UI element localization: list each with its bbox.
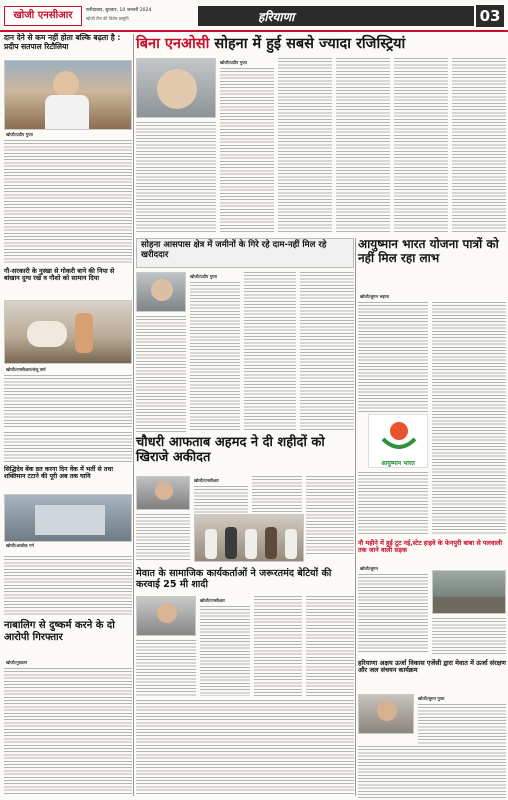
- story-body-3: [432, 414, 506, 534]
- story-byline: खोजी/सुमन: [360, 566, 378, 571]
- story-sohna-registry: [136, 36, 506, 236]
- story-body-4: [358, 472, 428, 534]
- story-body-2: [136, 316, 186, 432]
- story-chaudhary: [136, 436, 354, 566]
- logo-caption: आयुष्मान भारत: [381, 460, 415, 467]
- story-body-3: [306, 596, 354, 696]
- story-headline: चौधरी आफताब अहमद ने दी शहीदों को खिराजे अकीदत: [136, 435, 325, 465]
- story-body-3: [244, 272, 296, 432]
- story-body-2: [358, 746, 506, 798]
- section-title: हरियाणा: [258, 10, 295, 24]
- story-photo: [432, 570, 506, 614]
- story-byline: खोजी/गुरुग्राम: [6, 660, 28, 665]
- story-body: [4, 140, 132, 264]
- story-body-1: [358, 574, 428, 654]
- story-body-2: [278, 58, 332, 234]
- story-body-1: [220, 68, 274, 234]
- story-body-2: [432, 618, 506, 654]
- story-byline: खोजी/एनसीआर/संजू वर्मा: [6, 367, 46, 372]
- story-photo: [136, 476, 190, 510]
- story-body-1: [358, 302, 428, 412]
- story-photo: [4, 494, 132, 542]
- story-headline: मेवात के सामाजिक कार्यकर्ताओं ने जरूरतमंद बेटियों की करवाई 25 मी शादी: [136, 568, 332, 591]
- story-body: [4, 668, 132, 796]
- story-cattle: [4, 268, 132, 428]
- page-number: [476, 5, 504, 27]
- tagline-text: खोजी टीम की विशेष प्रस्तुति: [86, 16, 129, 21]
- story-photo: [358, 694, 414, 734]
- story-body-6: [136, 122, 216, 234]
- story-body-3: [336, 58, 390, 234]
- story-body-top: [4, 432, 132, 464]
- story-headline: आयुष्मान भारत योजना पात्रों को नहीं मिल रहा लाभ: [358, 237, 499, 265]
- story-body-1: [190, 282, 240, 432]
- story-photo: [4, 60, 132, 130]
- story-byline: खोजी/सुमन गुप्ता: [418, 696, 445, 701]
- land-headline-box: [136, 238, 354, 268]
- story-byline: खोजी/आलोक गर्ग: [6, 543, 34, 548]
- story-body-3: [306, 476, 354, 556]
- dateline-text: फरीदाबाद, बुधवार, 10 जनवरी 2024: [86, 8, 152, 13]
- story-mewat: [136, 568, 354, 698]
- story-ayushman: [358, 238, 506, 538]
- column-rule-right: [355, 238, 356, 796]
- column-rule-left: [133, 34, 134, 796]
- masthead: [0, 0, 508, 32]
- section-banner: [198, 6, 474, 26]
- story-land-rates: [136, 238, 354, 438]
- story-byline: खोजी/प्रदीप गुप्ता: [190, 274, 217, 279]
- story-headline: हरियाणा अक्षय ऊर्जा विकास एजेंसी द्वारा मेवात में ऊर्जा संरक्षण और जल संचयन कार्यक्रम: [358, 659, 506, 675]
- ayushman-logo: [368, 414, 428, 468]
- page-number-text: 03: [479, 7, 501, 25]
- story-byline: खोजी/प्रदीप गुप्ता: [6, 132, 33, 137]
- story-byline: खोजी/एनसीआर: [200, 598, 225, 603]
- story-minor: [4, 620, 132, 796]
- story-body-1: [418, 704, 506, 744]
- masthead-logo: [4, 6, 82, 26]
- story-headline: सोहना आसपास क्षेत्र में जमीनों के गिरे रहे दाम-नहीं मिल रहे खरीददार: [141, 240, 327, 260]
- story-headline: दान देने से कम नहीं होता बल्कि बढ़ता है : प्रदीप सतपाल रिटौलिया: [4, 33, 121, 51]
- story-body-2: [254, 596, 302, 696]
- story-body-4: [300, 272, 354, 432]
- story-byline: खोजी/एनसीआर: [194, 478, 219, 483]
- story-headline: [136, 36, 506, 53]
- story-photo: [136, 272, 186, 312]
- story-bus: [358, 540, 506, 656]
- story-mewat-continued: [136, 700, 354, 796]
- story-byline: खोजी/प्रदीप गुप्ता: [220, 60, 247, 65]
- story-body-5: [452, 58, 506, 234]
- story-body: [4, 375, 132, 428]
- story-headline: नाबालिग से दुष्कर्म करने के दो आरोपी गिरफ्तार: [4, 620, 115, 643]
- story-body-4: [394, 58, 448, 234]
- story-siddhi: [4, 432, 132, 550]
- story-photo: [136, 596, 196, 636]
- story-headline: नौ महीने में हुई टूट नई,स्टेट हाइवे के फेनपुरी बाबा से पलवाली तक जाने वाली सड़क: [358, 539, 503, 555]
- story-body-4: [136, 640, 196, 696]
- story-body-2: [432, 302, 506, 412]
- story-siddhi-body: [4, 556, 132, 616]
- story-body-4: [136, 514, 190, 562]
- hands-icon: [369, 415, 429, 455]
- story-headline: गौ-सरकारी के नुस्खा से गोकरी बाने की निपा से बांखान दुग्ध रखे व गौशो को सामान दिया: [4, 267, 115, 283]
- story-donation: [4, 34, 132, 264]
- story-haryana-energy: [358, 660, 506, 798]
- logo-text: खोजी एनसीआर: [13, 10, 73, 21]
- story-photo: [136, 58, 216, 118]
- story-photo: [4, 300, 132, 364]
- story-byline: खोजी/सुमन भड़ाना: [360, 294, 390, 299]
- story-headline: सिद्धिदेव बेंक व्रत करना दिन वेंक में भर्ती से तथा शक्तिमान टटाने की पूरी अब तक घायि: [4, 466, 113, 481]
- masthead-dateline: [86, 7, 196, 22]
- headline-rest: सोहना में हुई सबसे ज्यादा रजिस्ट्रियां: [214, 36, 406, 52]
- story-photo-group: [194, 514, 304, 562]
- headline-red: बिना एनओसी: [136, 36, 210, 52]
- story-body-1: [200, 606, 250, 696]
